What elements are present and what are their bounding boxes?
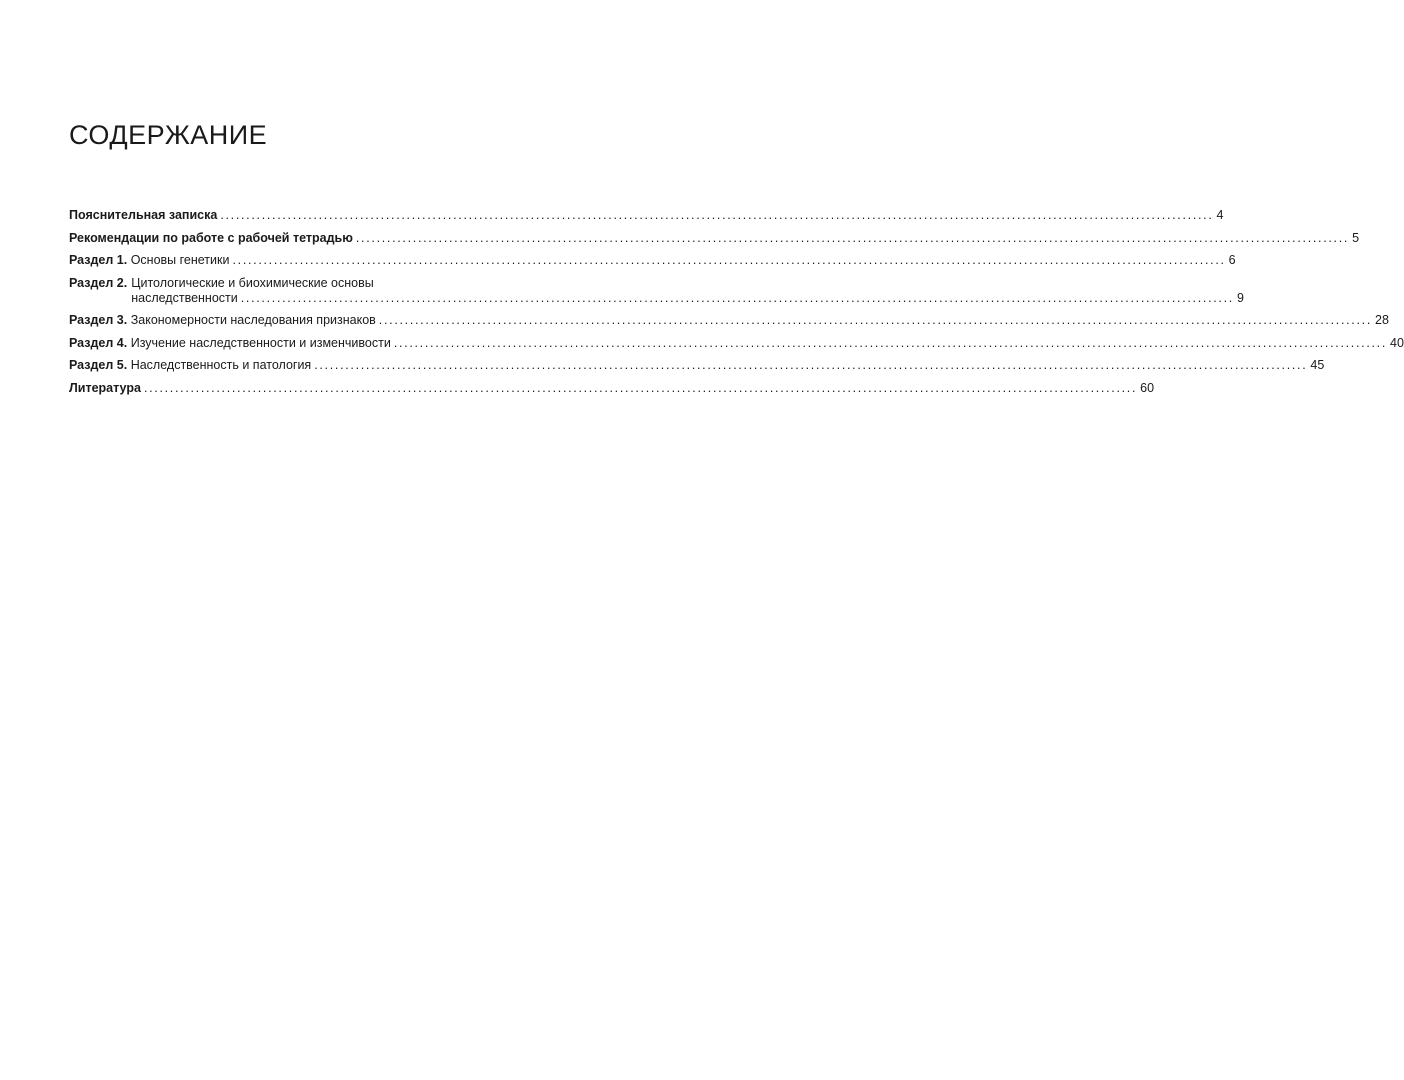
toc-entry-label: [69, 313, 376, 328]
toc-leader-dots: [220, 208, 1213, 223]
toc-page-number: 9: [1236, 290, 1244, 305]
toc-page-number: 6: [1228, 253, 1236, 267]
toc-section-title: Наследственность и патология: [130, 358, 312, 372]
toc-entry-section-5[interactable]: [69, 358, 1325, 373]
toc-leader-dots: [144, 381, 1137, 396]
toc-entry-label: [69, 336, 391, 351]
toc-section-prefix: Раздел 3.: [69, 313, 128, 327]
toc-leader-dots: [241, 291, 1234, 306]
toc-page-number: 28: [1375, 313, 1389, 327]
toc-section-title-line1: Цитологические и биохимические основы: [131, 275, 374, 290]
toc-entry-section-3[interactable]: [69, 313, 1389, 328]
toc-section-title: Закономерности наследования признаков: [130, 313, 376, 327]
toc-section-prefix: Раздел 1.: [69, 253, 128, 267]
toc-leader-dots: [232, 253, 1225, 268]
toc-section-title-line2-row: [131, 291, 1244, 306]
toc-page-number: 40: [1390, 335, 1404, 350]
toc-page-number: 60: [1140, 380, 1155, 395]
toc-page-number: 4: [1216, 208, 1224, 222]
toc-leader-dots: [356, 231, 1349, 246]
toc-entry-label: Литература: [69, 380, 141, 395]
table-of-contents: [69, 208, 1404, 403]
toc-leader-dots: [379, 313, 1372, 328]
toc-entry-label: Рекомендации по работе с рабочей тетрадью: [69, 230, 353, 245]
toc-entry-section-1[interactable]: [69, 253, 1236, 268]
toc-entry-label: [69, 358, 311, 373]
toc-leader-dots: [314, 358, 1307, 373]
toc-entry-label: Пояснительная записка: [69, 208, 218, 222]
toc-section-title: Изучение наследственности и изменчивости: [130, 335, 391, 350]
toc-section-prefix: Раздел 4.: [69, 335, 128, 350]
toc-entry-explanatory-note[interactable]: [69, 208, 1224, 223]
toc-page-number: 5: [1352, 230, 1360, 245]
toc-entry-recommendations[interactable]: [69, 230, 1360, 246]
page-title: СОДЕРЖАНИЕ: [69, 120, 268, 150]
toc-entry-literature[interactable]: [69, 380, 1155, 396]
toc-leader-dots: [394, 336, 1387, 351]
toc-entry-section-4[interactable]: [69, 335, 1404, 351]
toc-section-body: [131, 276, 1244, 306]
toc-section-prefix: Раздел 2.: [69, 275, 128, 290]
toc-entry-section-2[interactable]: [69, 275, 1244, 306]
toc-section-title: Основы генетики: [130, 253, 230, 267]
toc-page-number: 45: [1310, 358, 1325, 372]
toc-entry-label: [69, 253, 229, 268]
toc-section-title-line2: наследственности: [131, 290, 238, 305]
toc-section-prefix: Раздел 5.: [69, 358, 128, 372]
